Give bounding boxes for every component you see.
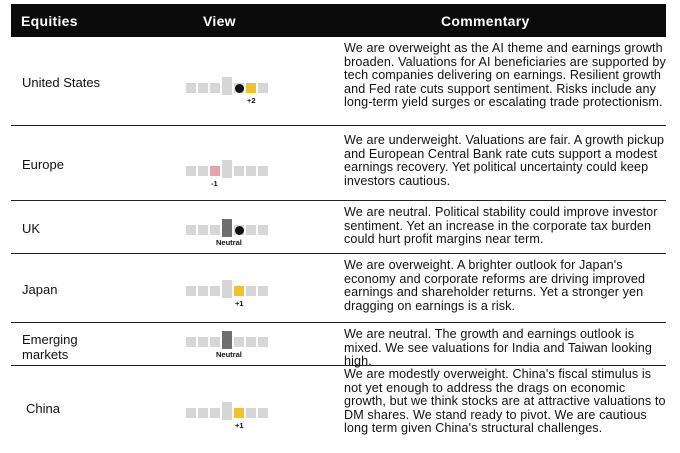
view-scale-square — [210, 286, 220, 296]
row-japan — [11, 254, 666, 323]
view-neutral-marker — [222, 280, 232, 298]
table-header — [11, 4, 666, 37]
view-position-square — [210, 166, 220, 176]
view-position-square — [234, 408, 244, 418]
view-scale-square — [246, 166, 256, 176]
view-scale-square — [258, 83, 268, 93]
view-position-square — [234, 286, 244, 296]
view-scale-square — [186, 166, 196, 176]
prior-view-dot-icon — [235, 84, 244, 93]
commentary-text: We are overweight as the AI theme and earnings growth broaden. Valuations for AI beneficiaries are supported by tech companies delivering on earnings. Resilient growth and Fed rate cuts support sentiment. Risks include any long-term yield surges or escalating trade protectionism. — [344, 41, 666, 110]
view-scale-square — [258, 225, 268, 235]
view-neutral-marker — [222, 402, 232, 420]
view-scale-square — [186, 337, 196, 347]
region-label: UK — [22, 221, 41, 236]
header-commentary: Commentary — [441, 13, 530, 29]
header-equities: Equities — [21, 13, 78, 29]
view-scale-square — [246, 337, 256, 347]
view-scale — [171, 219, 311, 247]
view-scale-square — [186, 225, 196, 235]
view-scale-square — [198, 408, 208, 418]
view-scale-square — [186, 83, 196, 93]
view-scale-square — [210, 225, 220, 235]
view-position-square — [246, 83, 256, 93]
region-label: Japan — [22, 282, 58, 297]
view-scale — [171, 331, 311, 359]
region-label: United States — [22, 75, 101, 90]
view-scale-square — [234, 166, 244, 176]
view-neutral-marker — [222, 331, 232, 349]
row-china — [11, 366, 666, 450]
region-label: Emerging markets — [22, 332, 78, 362]
commentary-text: We are neutral. The growth and earnings outlook is mixed. We see valuations for India and Taiwan looking high. — [344, 327, 652, 369]
view-scale-square — [246, 408, 256, 418]
view-scale-square — [186, 408, 196, 418]
row-emerging-markets — [11, 323, 666, 369]
row-uk — [11, 201, 666, 254]
view-neutral-marker — [222, 160, 232, 178]
view-scale-square — [246, 225, 256, 235]
commentary-text: We are underweight. Valuations are fair. A growth pickup and European Central Bank rate cuts support a modest earnings recovery. Yet political uncertainty could keep investors cautious. — [344, 133, 665, 188]
view-scale-square — [210, 83, 220, 93]
view-scale-square — [246, 286, 256, 296]
view-scale-square — [198, 166, 208, 176]
view-scale-square — [198, 83, 208, 93]
view-score-label: +1 — [235, 421, 244, 430]
row-europe — [11, 126, 666, 201]
region-label: China — [26, 401, 60, 416]
view-scale — [171, 402, 311, 430]
view-scale-square — [186, 286, 196, 296]
view-scale-square — [234, 337, 244, 347]
commentary-text: We are modestly overweight. China's fiscal stimulus is not yet enough to address the drags on economic growth, but we think stocks are at attractive valuations to DM shares. We stand ready to pivot. We are cautious long term given China's structural challenges. — [344, 367, 666, 436]
view-scale — [171, 160, 311, 188]
row-united-states — [11, 37, 666, 126]
region-label: Europe — [22, 157, 64, 172]
commentary-text: We are neutral. Political stability could improve investor sentiment. Yet an increase in the corporate tax burden could hurt profit margins near term. — [344, 205, 658, 247]
view-scale — [171, 280, 311, 308]
view-scale-square — [258, 166, 268, 176]
view-score-label: Neutral — [216, 350, 242, 359]
view-scale-square — [210, 408, 220, 418]
view-neutral-marker — [222, 219, 232, 237]
view-scale-square — [198, 286, 208, 296]
prior-view-dot-icon — [235, 226, 244, 235]
view-scale-square — [258, 337, 268, 347]
view-scale-square — [198, 225, 208, 235]
view-score-label: +1 — [235, 299, 244, 308]
view-score-label: +2 — [247, 96, 256, 105]
view-scale-square — [198, 337, 208, 347]
view-scale-square — [210, 337, 220, 347]
view-neutral-marker — [222, 77, 232, 95]
header-view: View — [203, 13, 236, 29]
view-scale-square — [258, 286, 268, 296]
view-score-label: -1 — [211, 179, 218, 188]
view-scale-square — [258, 408, 268, 418]
view-score-label: Neutral — [216, 238, 242, 247]
view-scale — [171, 77, 311, 105]
commentary-text: We are overweight. A brighter outlook for Japan's economy and corporate reforms are driving improved earnings and shareholder returns. Yet a stronger yen dragging on earnings is a risk. — [344, 258, 646, 313]
